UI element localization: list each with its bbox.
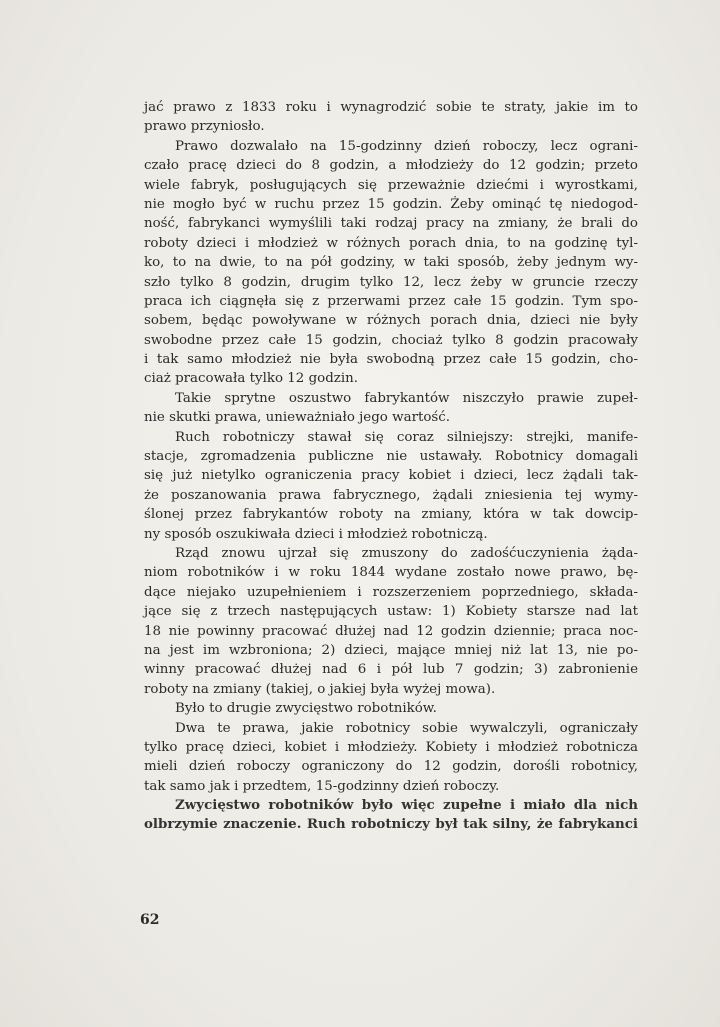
text-line: i tak samo młodzież nie była swobodną przez całe 15 godzin, cho-	[144, 352, 638, 368]
text-line: Rząd znowu ujrzał się zmuszony do zadośćuczynienia żąda-	[175, 545, 638, 561]
text-line: nie skutki prawa, unieważniało jego wartość.	[144, 410, 451, 426]
text-line: dące niejako uzupełnieniem i rozszerzeniem poprzedniego, składa-	[144, 584, 638, 600]
text-line: Takie sprytne oszustwo fabrykantów niszczyło prawie zupeł-	[175, 390, 638, 406]
text-line: winny pracować dłużej nad 6 i pół lub 7 godzin; 3) zabronienie	[144, 662, 638, 678]
text-line: wiele fabryk, posługujących się przeważnie dziećmi i wyrostkami,	[144, 177, 638, 193]
text-line: olbrzymie znaczenie. Ruch robotniczy był tak silny, że fabrykanci	[144, 816, 638, 833]
text-line: mieli dzień roboczy ograniczony do 12 godzin, dorośli robotnicy,	[144, 759, 638, 775]
text-line: na jest im wzbroniona; 2) dzieci, mające mniej niż lat 13, nie po-	[144, 642, 638, 658]
text-line: roboty dzieci i młodzież w różnych porach dnia, to na godzinę tyl-	[144, 235, 638, 251]
body-text	[144, 98, 638, 835]
page-number: 62	[140, 912, 160, 928]
text-line: roboty na zmiany (takiej, o jakiej była wyżej mowa).	[144, 681, 496, 697]
text-line: Było to drugie zwycięstwo robotników.	[175, 701, 437, 717]
text-line: tak samo jak i przedtem, 15-godzinny dzień roboczy.	[144, 778, 500, 794]
text-line: Zwycięstwo robotników było więc zupełne i miało dla nich	[175, 797, 638, 814]
text-line: Ruch robotniczy stawał się coraz silniejszy: strejki, manife-	[175, 429, 638, 445]
text-line: czało pracę dzieci do 8 godzin, a młodzieży do 12 godzin; przeto	[144, 158, 638, 174]
text-line: stacje, zgromadzenia publiczne nie ustawały. Robotnicy domagali	[144, 449, 638, 465]
text-line: niom robotników i w roku 1844 wydane zostało nowe prawo, bę-	[144, 565, 638, 581]
text-line: się już nietylko ograniczenia pracy kobiet i dzieci, lecz żądali tak-	[144, 468, 638, 484]
text-line: ślonej przez fabrykantów roboty na zmiany, która w tak dowcip-	[144, 507, 638, 523]
text-line: swobodne przez całe 15 godzin, chociaż tylko 8 godzin pracowały	[144, 332, 638, 348]
text-line: że poszanowania prawa fabrycznego, żądali zniesienia tej wymy-	[144, 487, 638, 503]
text-line: Prawo dozwalało na 15-godzinny dzień roboczy, lecz ograni-	[175, 138, 638, 154]
text-line: Dwa te prawa, jakie robotnicy sobie wywalczyli, ograniczały	[175, 720, 638, 736]
text-line: nie mogło być w ruchu przez 15 godzin. Żeby ominąć tę niedogod-	[144, 196, 638, 212]
text-line: tylko pracę dzieci, kobiet i młodzieży. Kobiety i młodzież robotnicza	[144, 739, 638, 755]
text-line: szło tylko 8 godzin, drugim tylko 12, lecz żeby w gruncie rzeczy	[144, 274, 638, 290]
text-line: sobem, będąc powoływane w różnych porach dnia, dzieci nie były	[144, 313, 638, 329]
text-line: prawo przyniosło.	[144, 119, 265, 135]
text-line: ko, to na dwie, to na pół godziny, w taki sposób, żeby jednym wy-	[144, 255, 638, 271]
text-line: 18 nie powinny pracować dłużej nad 12 godzin dziennie; praca noc-	[144, 623, 638, 639]
text-line: ność, fabrykanci wymyślili taki rodzaj pracy na zmiany, że brali do	[144, 216, 638, 232]
text-line: jące się z trzech następujących ustaw: 1) Kobiety starsze nad lat	[144, 604, 638, 620]
text-line: jać prawo z 1833 roku i wynagrodzić sobie te straty, jakie im to	[144, 100, 638, 115]
text-line: ny sposób oszukiwała dzieci i młodzież robotniczą.	[144, 526, 488, 542]
text-line: ciaż pracowała tylko 12 godzin.	[144, 371, 359, 387]
text-line: praca ich ciągnęła się z przerwami przez całe 15 godzin. Tym spo-	[144, 293, 638, 309]
